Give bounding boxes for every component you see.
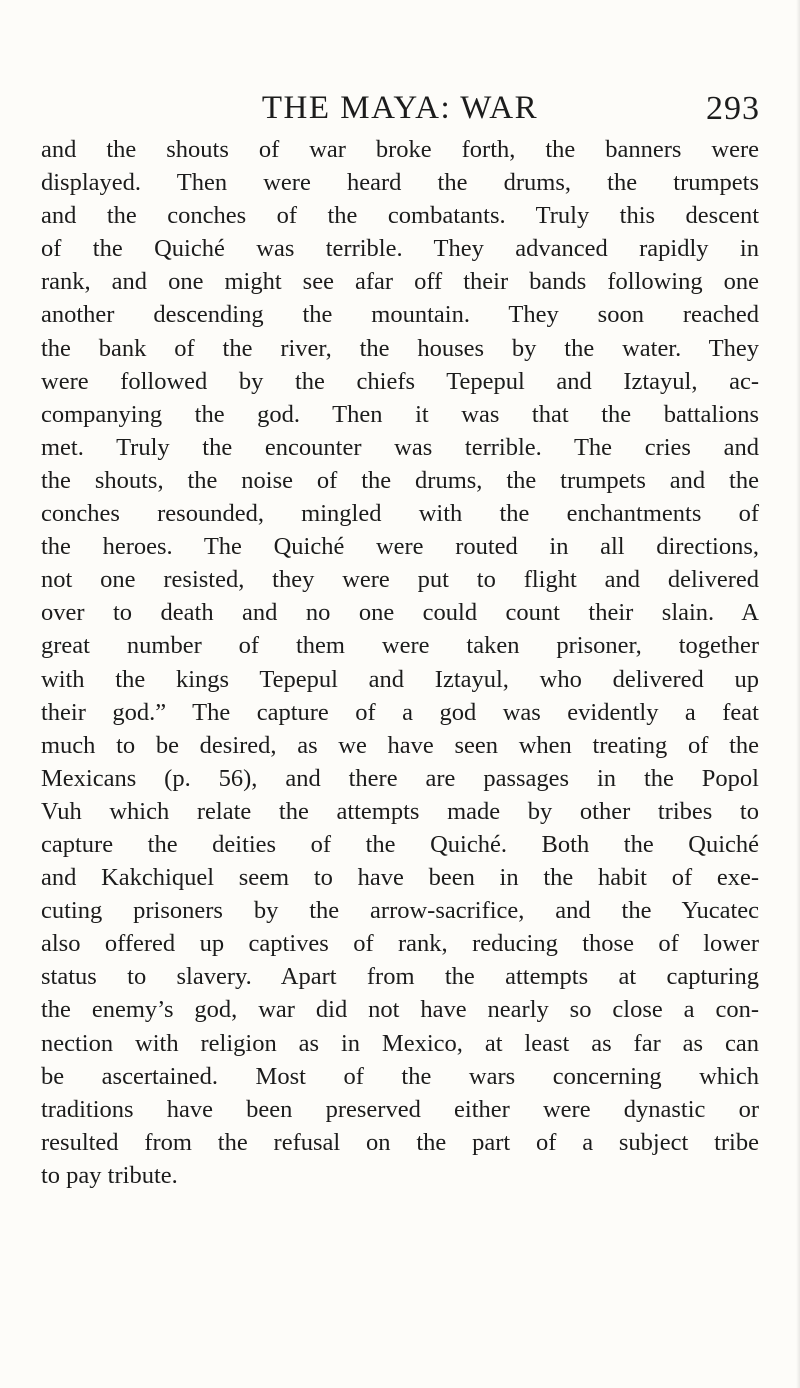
text-line: Mexicans (p. 56), and there are passages in the Popol — [41, 764, 759, 792]
text-line: Vuh which relate the attempts made by other tribes to — [41, 797, 759, 825]
text-line: were followed by the chiefs Tepepul and Iztayul, ac- — [41, 367, 759, 395]
text-line: companying the god. Then it was that the battalions — [41, 400, 759, 428]
page-edge-shadow — [796, 0, 800, 1388]
text-line: over to death and no one could count their slain. A — [41, 599, 759, 627]
text-line: rank, and one might see afar off their bands following one — [41, 268, 759, 296]
text-line: displayed. Then were heard the drums, the trumpets — [41, 169, 759, 197]
text-line: nection with religion as in Mexico, at least as far as can — [41, 1029, 759, 1057]
text-line: not one resisted, they were put to flight and delivered — [41, 566, 759, 594]
text-line-last: to pay tribute. — [41, 1161, 178, 1189]
text-line: be ascertained. Most of the wars concerning which — [41, 1062, 759, 1090]
text-line: the shouts, the noise of the drums, the trumpets and the — [41, 466, 759, 494]
text-line: and the conches of the combatants. Truly this descent — [41, 202, 759, 230]
text-line: the bank of the river, the houses by the water. They — [41, 334, 759, 362]
page-number: 293 — [706, 90, 760, 127]
text-line: status to slavery. Apart from the attempts at capturing — [41, 963, 759, 991]
text-line: and Kakchiquel seem to have been in the habit of exe- — [41, 864, 759, 892]
text-line: the enemy’s god, war did not have nearly so close a con- — [41, 996, 759, 1024]
text-line: traditions have been preserved either were dynastic or — [41, 1095, 759, 1123]
text-line: conches resounded, mingled with the enchantments of — [41, 500, 759, 528]
text-line: with the kings Tepepul and Iztayul, who delivered up — [41, 665, 759, 693]
running-title: THE MAYA: WAR — [261, 90, 539, 126]
running-head — [40, 84, 760, 134]
text-line: great number of them were taken prisoner, together — [41, 632, 759, 660]
text-line: cuting prisoners by the arrow-sacrifice, and the Yucatec — [41, 897, 759, 925]
text-line: and the shouts of war broke forth, the banners were — [41, 136, 759, 163]
text-line: of the Quiché was terrible. They advanced rapidly in — [41, 235, 759, 263]
text-line: much to be desired, as we have seen when treating of the — [41, 731, 759, 759]
text-line: their god.” The capture of a god was evidently a feat — [41, 698, 759, 726]
text-line: the heroes. The Quiché were routed in all directions, — [41, 533, 759, 561]
body-text — [41, 133, 759, 1192]
text-line: resulted from the refusal on the part of a subject tribe — [41, 1128, 759, 1156]
text-line: another descending the mountain. They soon reached — [41, 301, 759, 329]
text-line: also offered up captives of rank, reducing those of lower — [41, 930, 759, 958]
text-line: capture the deities of the Quiché. Both the Quiché — [41, 830, 759, 858]
text-line: met. Truly the encounter was terrible. The cries and — [41, 433, 759, 461]
